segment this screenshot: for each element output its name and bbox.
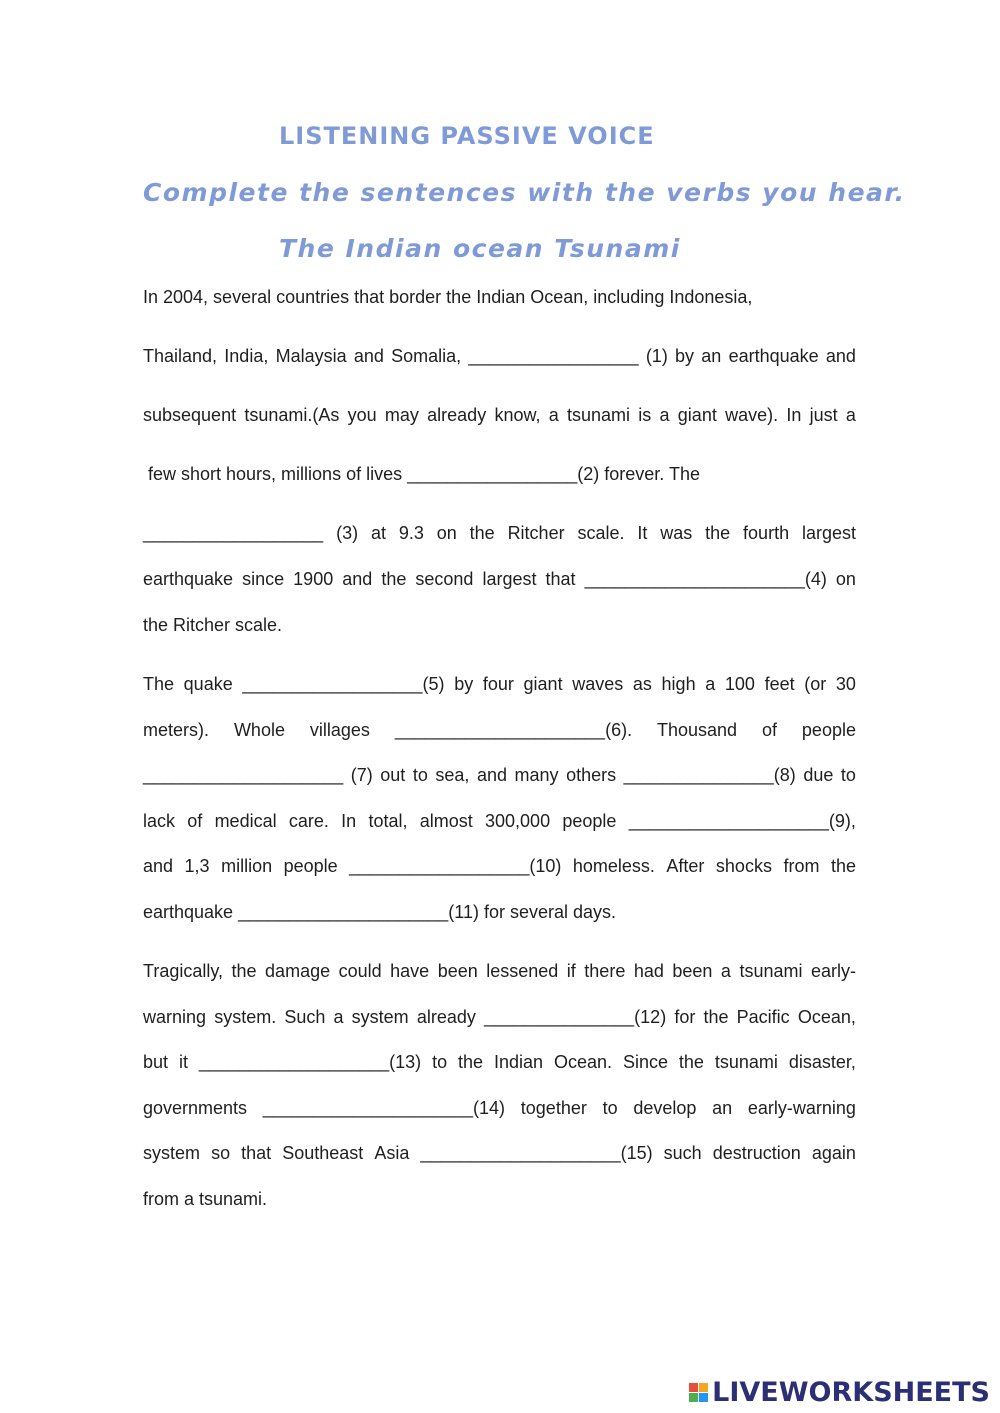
word: may (384, 405, 419, 425)
word: to (602, 1098, 618, 1118)
word: (7) (350, 765, 373, 785)
word: of (187, 811, 203, 831)
word: such (663, 1143, 702, 1163)
text-line (143, 1141, 856, 1165)
word: Tragically, (143, 961, 224, 981)
word: total, (368, 811, 408, 831)
word: people (283, 856, 338, 876)
text-line (143, 344, 856, 368)
word[interactable]: ____________________ (143, 765, 344, 785)
word: tsunami (714, 1052, 778, 1072)
word: on (436, 523, 457, 543)
word: damage (265, 961, 331, 981)
word: been (672, 961, 713, 981)
logo-square-orange (699, 1383, 708, 1392)
word: After (666, 856, 705, 876)
word: earthquake (143, 569, 234, 589)
liveworksheets-logo-icon (689, 1383, 708, 1402)
word: 30 (835, 674, 856, 694)
word: (or (804, 674, 827, 694)
word: out (380, 765, 406, 785)
text-line (143, 854, 856, 878)
word: by (675, 346, 695, 366)
word: others (566, 765, 617, 785)
word: homeless. (572, 856, 655, 876)
word: Somalia, (391, 346, 462, 366)
word: Pacific (736, 1007, 790, 1027)
word: a (548, 405, 559, 425)
word: an (701, 346, 722, 366)
word[interactable]: ______________________(4) (584, 569, 827, 589)
word: that (545, 569, 576, 589)
word: almost (419, 811, 473, 831)
word: a (333, 1007, 344, 1027)
word: million (221, 856, 273, 876)
word: so (211, 1143, 231, 1163)
word: meters). (143, 720, 210, 740)
word: tsunami.(As (244, 405, 340, 425)
word: had (633, 961, 664, 981)
word: and (476, 765, 507, 785)
word: shocks (715, 856, 772, 876)
word: lessened (486, 961, 559, 981)
word: to (412, 765, 428, 785)
word: been (437, 961, 478, 981)
word[interactable]: _____________________(6). (394, 720, 633, 740)
word: system (351, 1007, 409, 1027)
word: of (761, 720, 777, 740)
word: already (416, 1007, 476, 1027)
word: 300,000 (485, 811, 551, 831)
word: there (584, 961, 626, 981)
word: Indian (493, 1052, 544, 1072)
word: 1,3 (184, 856, 210, 876)
word: tsunami (739, 961, 803, 981)
word: and (353, 346, 384, 366)
word: India, (224, 346, 269, 366)
word: care. (288, 811, 329, 831)
word: was (660, 523, 693, 543)
word: by (454, 674, 474, 694)
word: (3) (336, 523, 359, 543)
word: lack (143, 811, 176, 831)
word: have (390, 961, 430, 981)
word: at (370, 523, 386, 543)
liveworksheets-logo (689, 1377, 990, 1408)
word: largest (482, 569, 537, 589)
text-line: earthquake _____________________(11) for several days. (143, 902, 617, 922)
word: medical (214, 811, 277, 831)
word: the (705, 523, 731, 543)
text-line (143, 718, 856, 742)
word[interactable]: ___________________(13) (198, 1052, 422, 1072)
word: fourth (743, 523, 790, 543)
word: early-warning (747, 1098, 856, 1118)
word: develop (633, 1098, 697, 1118)
word[interactable]: ____________________(9), (628, 811, 856, 831)
text-line (143, 1050, 856, 1074)
text-line: the Ritcher scale. (143, 615, 283, 635)
word: due (803, 765, 834, 785)
word: if (566, 961, 576, 981)
word: four (482, 674, 514, 694)
word: and (342, 569, 373, 589)
word: it (178, 1052, 188, 1072)
word: waves (572, 674, 624, 694)
word: the (703, 1007, 729, 1027)
word: earthquake (728, 346, 819, 366)
word: system (143, 1143, 201, 1163)
word: since (242, 569, 285, 589)
word: The (143, 674, 175, 694)
text-line (143, 567, 856, 591)
text-line (143, 1005, 856, 1029)
word: giant (523, 674, 563, 694)
text-line: few short hours, millions of lives _________________(2) forever. The (148, 464, 700, 484)
word: to (840, 765, 856, 785)
word: from (783, 856, 820, 876)
word: already (427, 405, 487, 425)
word: warning (143, 1007, 207, 1027)
word: just (809, 405, 838, 425)
word: feet (764, 674, 795, 694)
word: a (720, 961, 731, 981)
word: a (845, 405, 856, 425)
text-line: In 2004, several countries that border the Indian Ocean, including Indonesia, (143, 287, 753, 307)
word[interactable]: __________________(10) (349, 856, 562, 876)
word: Thousand (657, 720, 738, 740)
logo-square-blue (699, 1393, 708, 1402)
word: villages (309, 720, 370, 740)
word: but (143, 1052, 169, 1072)
word: the (231, 961, 257, 981)
word: the (458, 1052, 484, 1072)
word: an (712, 1098, 733, 1118)
word: system. (214, 1007, 277, 1027)
word: Ocean. (553, 1052, 613, 1072)
word: a (659, 405, 670, 425)
word[interactable]: _______________(8) (623, 765, 796, 785)
word: that (241, 1143, 272, 1163)
word: a (705, 674, 716, 694)
word: the (381, 569, 407, 589)
text-line (143, 763, 856, 787)
logo-square-red (689, 1383, 698, 1392)
word: subsequent (143, 405, 237, 425)
word: could (338, 961, 382, 981)
word: the (830, 856, 856, 876)
word: know, (494, 405, 541, 425)
text-line (143, 1096, 856, 1120)
word: Whole (233, 720, 285, 740)
word: Since (622, 1052, 668, 1072)
word: Such (284, 1007, 326, 1027)
worksheet-title: LISTENING PASSIVE VOICE (279, 122, 655, 150)
word: people (801, 720, 856, 740)
text-line: from a tsunami. (143, 1189, 268, 1209)
story-title: The Indian ocean Tsunami (279, 234, 681, 263)
word: early- (810, 961, 856, 981)
word[interactable]: _________________ (468, 346, 639, 366)
word: Ocean, (797, 1007, 856, 1027)
word: governments (143, 1098, 248, 1118)
word: second (415, 569, 474, 589)
word: together (520, 1098, 587, 1118)
text-line (143, 672, 856, 696)
word: In (786, 405, 802, 425)
word: Malaysia (275, 346, 347, 366)
word: Asia (374, 1143, 410, 1163)
word: and (143, 856, 174, 876)
worksheet-instruction: Complete the sentences with the verbs you hear. (143, 178, 906, 207)
word: as (632, 674, 652, 694)
word: for (674, 1007, 696, 1027)
word: again (811, 1143, 856, 1163)
word: and (825, 346, 856, 366)
word: Thailand, (143, 346, 218, 366)
text-line (143, 521, 856, 545)
word: In (341, 811, 357, 831)
word: tsunami (567, 405, 631, 425)
word: the (469, 523, 495, 543)
word[interactable]: _______________(12) (484, 1007, 667, 1027)
word: many (514, 765, 559, 785)
word: 100 (724, 674, 755, 694)
word: scale. (577, 523, 625, 543)
text-line (143, 403, 856, 427)
word: giant (677, 405, 717, 425)
word: to (432, 1052, 448, 1072)
word[interactable]: ____________________(15) (420, 1143, 653, 1163)
logo-square-green (689, 1393, 698, 1402)
word: people (562, 811, 617, 831)
word: you (347, 405, 377, 425)
word[interactable]: __________________ (143, 523, 324, 543)
word: quake (183, 674, 233, 694)
word: destruction (712, 1143, 801, 1163)
word: wave). (725, 405, 779, 425)
word: high (661, 674, 696, 694)
word: disaster, (788, 1052, 856, 1072)
logo-text: LIVEWORKSHEETS (712, 1377, 990, 1408)
word: 1900 (293, 569, 334, 589)
text-line (143, 809, 856, 833)
word: 9.3 (398, 523, 424, 543)
word: It (637, 523, 648, 543)
word: (1) (645, 346, 668, 366)
word: is (638, 405, 652, 425)
word[interactable]: _____________________(14) (262, 1098, 506, 1118)
text-line (143, 959, 856, 983)
word: on (835, 569, 856, 589)
word: largest (801, 523, 856, 543)
word: the (678, 1052, 704, 1072)
word: Ritcher (507, 523, 565, 543)
word: sea, (435, 765, 470, 785)
word[interactable]: __________________(5) (242, 674, 445, 694)
word: Southeast (282, 1143, 364, 1163)
